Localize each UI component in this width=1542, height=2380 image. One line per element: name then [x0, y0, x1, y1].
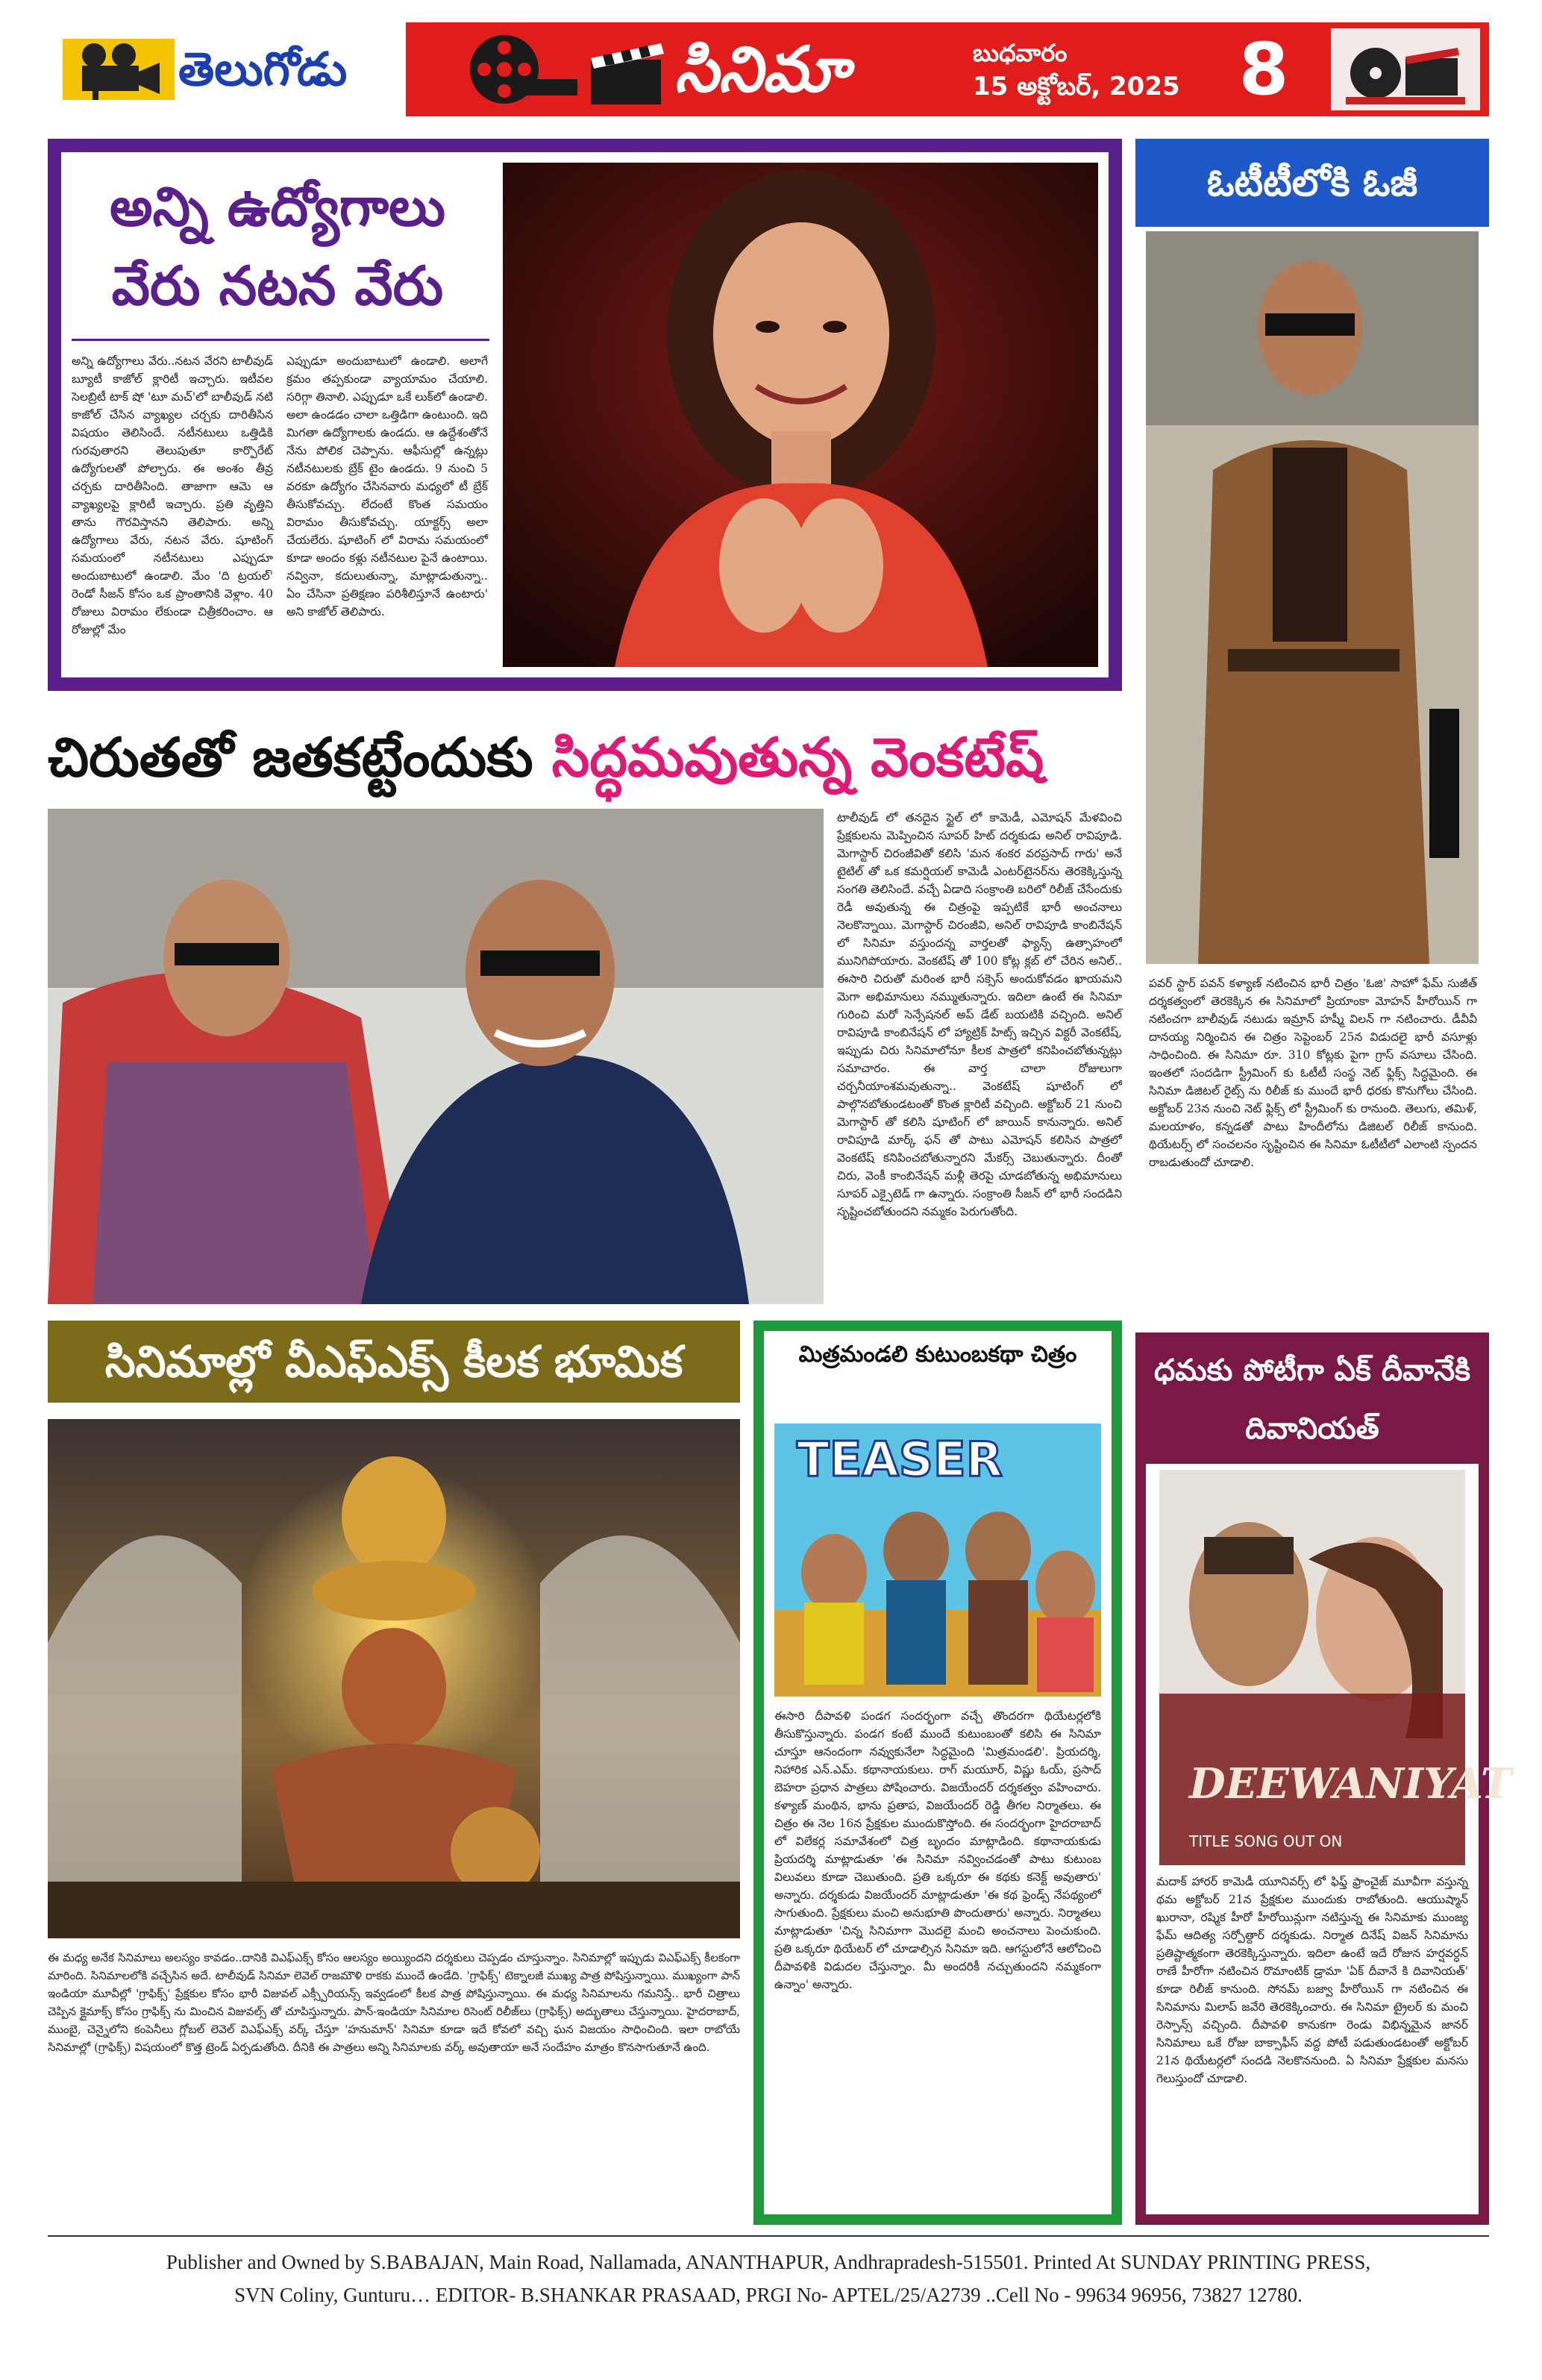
story-og-headline: ఓటీటీలోకి ఓజీ — [1206, 161, 1418, 204]
story-og-text: పవర్ స్టార్ పవన్ కళ్యాణ్ నటించిన భారీ చిత్రం 'ఓజి' సాహో ఫేమ్ సుజీత్ దర్శకత్వంలో తెరకెక్కిన ఈ సినిమాలో ప్రియాంకా మోహన్ హీరోయిన్ గా నటించగా బాలీవుడ్ నటుడు ఇమ్రాన్ హష్మీ విలన్ గా నటించారు. డీవీవీ దానయ్య నిర్మించిన ఈ చిత్రం సెప్టెంబర్ 25న విడుదలై భారీ వసూళ్లు సాధించింది. ఈ సినిమా రూ. 310 కోట్లకు పైగా గ్రాస్ వసూలు చేసింది. ఇంతలో సందడిగా స్ట్రీమింగ్ కు ఓటీటీ సంస్థ నెట్ ఫ్లిక్స్ సిద్ధమైంది. ఈ సినిమా డిజిటల్ రైట్స్ ను రిలీజ్ కు ముందే భారీ ధరకు కొనుగోలు చేసింది. అక్టోబర్ 23న నుంచి నెట్ ఫ్లిక్స్ లో స్ట్రీమింగ్ కు రానుంది. తెలుగు, తమిళ్, మలయాళం, కన్నడతో పాటు హిందీలోను డిజిటల్ రిలీజ్ కానుంది. థియేటర్స్ లో సంచలనం సృష్టించిన ఈ సినిమా ఓటీటీలో ఎలాంటి స్పందన రాబడుతుందో చూడాలి. — [1149, 977, 1477, 1169]
story-deewaniyat-text: మదాక్ హారర్ కామెడీ యూనివర్స్ లో ఫిఫ్త్ ఫ్రాంచైజ్ మూవీగా వస్తున్న థమ అక్టోబర్ 21న ప్రేక్షకుల ముందుకు రాబోతుంది. ఆయుష్మాన్ ఖురానా, రష్మిక హీరో హీరోయిన్లుగా నటిస్తున్న ఈ సినిమాకు ముంజ్య ఫేమ్ ఆదిత్య సర్పోత్దార్ దర్శకుడు. నిర్మాత దినేష్ విజన్ సినిమాను ప్రతిష్టాత్మకంగా తెరకెక్కిస్తున్నారు. ఇదిలా ఉంటే ఇదే రోజున హర్షవర్ధన్ రాణే హీరోగా నటించిన రొమాంటిక్ డ్రామా 'ఏక్ దీవానే కి దివానియత్' కూడా రిలీజ్ కానుంది. సోనమ్ బజ్వా హీరోయిన్ గా నటించిన ఈ సినిమాను మిలాప్ జవేరి తెరకెక్కించారు. ఈ సినిమా ట్రైలర్ కు మంచి రెస్పాన్స్ వచ్చింది. దీపావళి కానుకగా రెండు విభిన్నమైన జానర్ సినిమాలు ఒకే రోజు బాక్సాఫీస్ వద్ద పోటీ పడుతుండటంతో అక్టోబర్ 21న థియేటర్లలో సందడి నెలకొననుంది. ఏ సినిమా ప్రేక్షకుల మనసు గెలుస్తుందో చూడాలి. — [1156, 1875, 1468, 2085]
pawan-kalyan-photo — [1146, 231, 1479, 964]
masthead — [48, 22, 1489, 116]
poster-title-text: DEEWANIYAT — [1189, 1759, 1512, 1809]
chiranjeevi-venkatesh-photo — [48, 809, 824, 1304]
clapperboard-icon — [585, 33, 667, 106]
story-mithramandali-body — [764, 1331, 1112, 2214]
movie-camera-icon — [63, 39, 175, 100]
mithramandali-teaser-poster — [774, 1424, 1101, 1697]
poster-caption-text: TITLE SONG OUT ON — [1189, 1832, 1343, 1850]
imprint-line-2: SVN Coliny, Gunturu… EDITOR- B.SHANKAR PRASAAD, PRGI No- APTEL/25/A2739 ..Cell No - 99634 96956, 73827 12780. — [234, 2284, 1303, 2306]
story-og-box — [1135, 139, 1489, 1318]
story-deewaniyat-body — [1146, 1464, 1512, 2214]
story-kajol-box — [48, 139, 1122, 691]
headline-part-1: చిరుతతో జతకట్టేందుకు — [48, 726, 533, 789]
issue-day: బుధవారం — [973, 39, 1068, 67]
poster-teaser-text: TEASER — [797, 1432, 1003, 1488]
brand-logo-box — [48, 22, 406, 116]
story-kajol-headline: అన్ని ఉద్యోగాలు వేరు నటన వేరు — [109, 175, 445, 317]
headline-divider — [72, 339, 489, 341]
story-kajol-column-2: ఎప్పుడూ అందుబాటులో ఉండాలి. అలాగే క్రమం తప్పకుండా వ్యాయామం చేయాలి. సరిగ్గా తినాలి. ఎప్పుడూ ఒకే లుక్‌లో ఉండాలి. అలా ఉండడం చాలా ఒత్తిడిగా ఉంటుంది. ఇది మిగతా ఉద్యోగాలకు ఉండదు. ఆ ఉద్దేశంతోనే నేను పోలిక చెప్పాను. ఆఫీసుల్లో ఉన్నట్లు నటీనటులకు బ్రేక్ టైం ఉండదు. 9 నుంచి 5 వరకూ ఉద్యోగం చేసినవారు మధ్యలో టీ బ్రేక్ తీసుకోవచ్చు. లేదంటే కొంత సమయం విరామం తీసుకోవచ్చు. యాక్టర్స్ అలా చేయలేరు. షూటింగ్ లో విరామ సమయంలో కూడా అందం కళ్లు నటీనటుల పైనే ఉంటాయి. నవ్వినా, కదులుతున్నా, మాట్లాడుతున్నా.. ఏం చేసినా ప్రతిక్షణం పరిశీలిస్తూనే ఉంటారు' అని కాజోల్ తెలిపారు. — [286, 354, 488, 619]
story-mithramandali-headline: మిత్రమండలి కుటుంబకథా చిత్రం — [798, 1341, 1077, 1368]
story-vfx-text: ఈ మధ్య అనేక సినిమాలు అలస్యం కావడం..దానికి విఎఫ్ఎక్స్ కోసం ఆలస్యం అయ్యిందని దర్శకులు చెప్పడం చూస్తున్నాం. సినిమాల్లో ఇప్పుడు విఎఫ్ఎక్స్ కీలకంగా మారింది. సినిమాలలోకి వచ్చేసిన అదే. టాలీవుడ్ సినిమా లెవెల్ రాజమౌళి రాకకు ముందే ఉండేది. 'గ్రాఫిక్స్' టెక్నాలజీ ముఖ్య పాత్ర పోషిస్తున్నాయి. ముఖ్యంగా పాన్ ఇండియా మూవీల్లో 'గ్రాఫిక్స్' ప్రేక్షకుల కోసం భారీ విజువల్ ఎక్స్పీరియన్స్ ఇవ్వడంలో కీలక పాత్ర పోషిస్తున్నాయి. ఈ మధ్య సినిమాలను గమనిస్తే.. భారీ చిత్రాలు చెప్పిన క్లైమాక్స్ కోసం గ్రాఫిక్స్ ను మించిన విజువల్స్ తో చూపిస్తున్నారు. పాన్-ఇండియా సినిమాల రిసెంట్ రిలీజ్‌లు (గ్రాఫిక్స్) అద్భుతాలు చేస్తున్నాయి. హైదరాబాద్, ముంబై, చెన్నైలోని కంపెనీలు గ్లోబల్ లెవెల్ విఎఫ్ఎక్స్ వర్క్ చేస్తూ 'హనుమాన్' సినిమా కూడా ఇదే కోవలో వచ్చి ఘన విజయం సాధించింది. ఇలా రాబోయే సినిమాల్లో (గ్రాఫిక్స్) విషయంలో కొత్త ట్రెండ్ ఏర్పడుతోంది. దీనికి ఈ పాత్రలు అన్ని సినిమాలకు వర్క్ అవుతాయా అనే సందేహం మాత్రం కొనసాగుతూనే ఉంది. — [48, 1951, 740, 2054]
footer-divider — [48, 2235, 1489, 2237]
story-deewaniyat-headline: ధమకు పోటీగా ఏక్ దీవానేకి దివానియత్ — [1154, 1353, 1470, 1446]
story-venkatesh-headline — [48, 716, 1122, 798]
story-deewaniyat-box — [1135, 1333, 1512, 2225]
story-kajol-body — [61, 152, 1109, 677]
imprint-line-1: Publisher and Owned by S.BABAJAN, Main Road, Nallamada, ANANTHAPUR, Andhrapradesh-515501. Printed At SUNDAY PRINTING PRESS, — [166, 2251, 1371, 2273]
story-mithramandali-box — [753, 1321, 1122, 2225]
brand-name: తెలుగోడు — [178, 42, 348, 96]
kajol-photo — [503, 163, 1098, 667]
hanuman-vfx-image — [48, 1419, 740, 1938]
imprint-footer — [48, 2246, 1489, 2328]
story-mithramandali-text: ఈసారి దీపావళి పండగ సందర్భంగా వచ్చే తొందరగా థియేటర్లలోకి తీసుకొస్తున్నారు. పండగ కంటే ముందే కుటుంబంతో కలిసి ఈ సినిమా చూస్తూ ఆనందంగా నవ్వుకునేలా సిద్ధమైంది 'మిత్రమండలి'. ప్రియదర్శి, నిహారిక ఎన్.ఎమ్. కథానాయకులు. రాగ్ మయూర్, విష్ణు ఓయ్, ప్రసాద్ బెహరా ప్రధాన పాత్రలు పోషించారు. విజయేందర్ దర్శకత్వం వహించారు. కళ్యాణ్ మంథిన, భాను ప్రతాప, విజయేందర్ రెడ్డి తీగల నిర్మాతలు. ఈ చిత్రం ఈ నెల 16న ప్రేక్షకుల ముందుకొస్తోంది. ఈ సందర్భంగా హైదరాబాద్ లో విలేకర్ల సమావేశంలో చిత్ర బృందం మాట్లాడింది. కథానాయకుడు ప్రియదర్శి మాట్లాడుతూ 'ఈ సినిమా నవ్వించడంతో పాటు కుటుంబ విలువలు కూడా చెబుతుంది. ప్రతి ఒక్కరూ ఈ కథకు కనెక్ట్ అవుతారు' అన్నారు. దర్శకుడు విజయేందర్ మాట్లాడుతూ 'ఈ కథ ఫ్రెండ్స్ నేపథ్యంలో సాగుతుంది. ప్రేక్షకులు మంచి అనుభూతి పొందుతారు' అన్నారు. నిర్మాతలు మాట్లాడుతూ 'చిన్న సినిమాగా మొదలై మంచి అంచనాలు పెంచుకుంది. ప్రతి ఒక్కరూ థియేటర్ లో చూడాల్సిన సినిమా ఇది. ఆగస్టులోనే ఆలోచించి దీపావళికి విడుదల చేస్తున్నాం. మీ అందరికీ నచ్చుతుందని నమ్మకంగా ఉన్నాం' అన్నారు. — [774, 1709, 1101, 1991]
cinema-props-icon — [1331, 28, 1480, 110]
page-number: 8 — [1238, 28, 1289, 111]
story-kajol-column-1: అన్ని ఉద్యోగాలు వేరు..నటన వేరని టాలీవుడ్ బ్యూటీ కాజోల్ క్లారిటీ ఇచ్చారు. ఇటీవల సెలబ్రిటీ టాక్ షో 'టూ మచ్'లో బాలీవుడ్ నటి కాజోల్ చేసిన వ్యాఖ్యల చర్చకు దారితీసిన విషయం తెలిసిందే. నటీనటులు ఒత్తిడికి గురవుతారని తెలుపుతూ కార్పొరేట్ ఉద్యోగులతో పోల్చారు. ఈ అంశం తీవ్ర చర్చకు దారితీసింది. తాజాగా ఆమె ఆ వ్యాఖ్యలపై క్లారిటీ ఇచ్చారు. ప్రతి వృత్తిని తాను గౌరవిస్తానని తెలిపారు. అన్ని ఉద్యోగాలు వేరు, నటన వేరు. షూటింగ్ సమయంలో నటీనటులు ఎప్పుడూ అందుబాటులో ఉండాలి. మేం 'ది ట్రయల్' రెండో సీజన్ కోసం ఒక ప్రాంతానికి వెళ్లాం. 40 రోజులు విరామం లేకుండా చిత్రీకరించాం. ఆ రోజుల్లో మేం — [72, 354, 273, 636]
deewaniyat-poster — [1159, 1470, 1512, 1865]
film-reel-icon — [466, 33, 577, 106]
section-title: సినిమా — [674, 33, 849, 106]
story-venkatesh-text: టాలీవుడ్ లో తనదైన స్టైల్ లో కామెడీ, ఎమోషన్ మేళవించి ప్రేక్షకులను మెప్పించిన సూపర్ హిట్ దర్శకుడు అనిల్ రావిపూడి. మెగాస్టార్ చిరంజీవితో కలిసి 'మన శంకర వరప్రసాద్ గారు' అనే టైటిల్ తో ఒక కమర్షియల్ కామెడీ ఎంటర్‌టైనర్‌ను తెరకెక్కిస్తున్న సంగతి తెలిసిందే. వచ్చే ఏడాది సంక్రాంతి బరిలో రిలీజ్ చేసేందుకు రెడీ అవుతున్న ఈ చిత్రంపై ఇప్పటికే భారీ అంచనాలు నెలకొన్నాయి. మెగాస్టార్ చిరంజీవి, అనిల్ రావిపూడి కాంబినేషన్ లో సినిమా వస్తుందన్న వార్తలతో ఫ్యాన్స్ ఉత్సాహంలో మునిగిపోయారు. వెంకటేష్ తో 100 కోట్ల క్లబ్ లో చేరిన అనిల్.. ఈసారి చిరుతో మరింత భారీ సక్సెస్ అందుకోవడం ఖాయమని మెగా అభిమానులు నమ్ముతున్నారు. ఇదిలా ఉంటే ఈ సినిమా గురించి మరో సెన్సేషనల్ అప్ డేట్ బయటికి వచ్చింది. అనిల్ రావిపూడి కాంబినేషన్ లో హ్యాట్రిక్ హిట్స్ ఇచ్చిన విక్టరీ వెంకటేష్, ఇప్పుడు చిరు సినిమాలోనూ కీలక పాత్రలో కనిపించబోతున్నట్లు సమాచారం. ఈ వార్త చాలా రోజులుగా చర్చనీయాంశమవుతున్నా.. వెంకటేష్ షూటింగ్ లో పాల్గొనబోతుండటంతో కొంత క్లారిటీ వచ్చింది. అక్టోబర్ 21 నుంచి మెగాస్టార్ తో కలిసి షూటింగ్ లో జాయిన్ కానున్నారు. అనిల్ రావిపూడి మార్క్ ఫన్ తో పాటు ఎమోషన్ కలిసిన పాత్రలో వెంకటేష్ కనిపించబోతున్నారని మేకర్స్ చెబుతున్నారు. దీంతో చిరు, వెంకీ కాంబినేషన్ మళ్లీ తెరపై చూడబోతున్న అభిమానులు సూపర్ ఎక్సైటెడ్ గా ఉన్నారు. సంక్రాంతి సీజన్ లో భారీ సందడిని సృష్టించబోతుందని నమ్మకం పెరుగుతోంది. — [837, 811, 1122, 1218]
issue-date: 15 అక్టోబర్, 2025 — [973, 72, 1180, 101]
story-vfx-headline: సినిమాల్లో వీఎఫ్ఎక్స్ కీలక భూమిక — [104, 1336, 683, 1387]
headline-part-2: సిద్ధమవుతున్న వెంకటేష్ — [551, 726, 1044, 789]
